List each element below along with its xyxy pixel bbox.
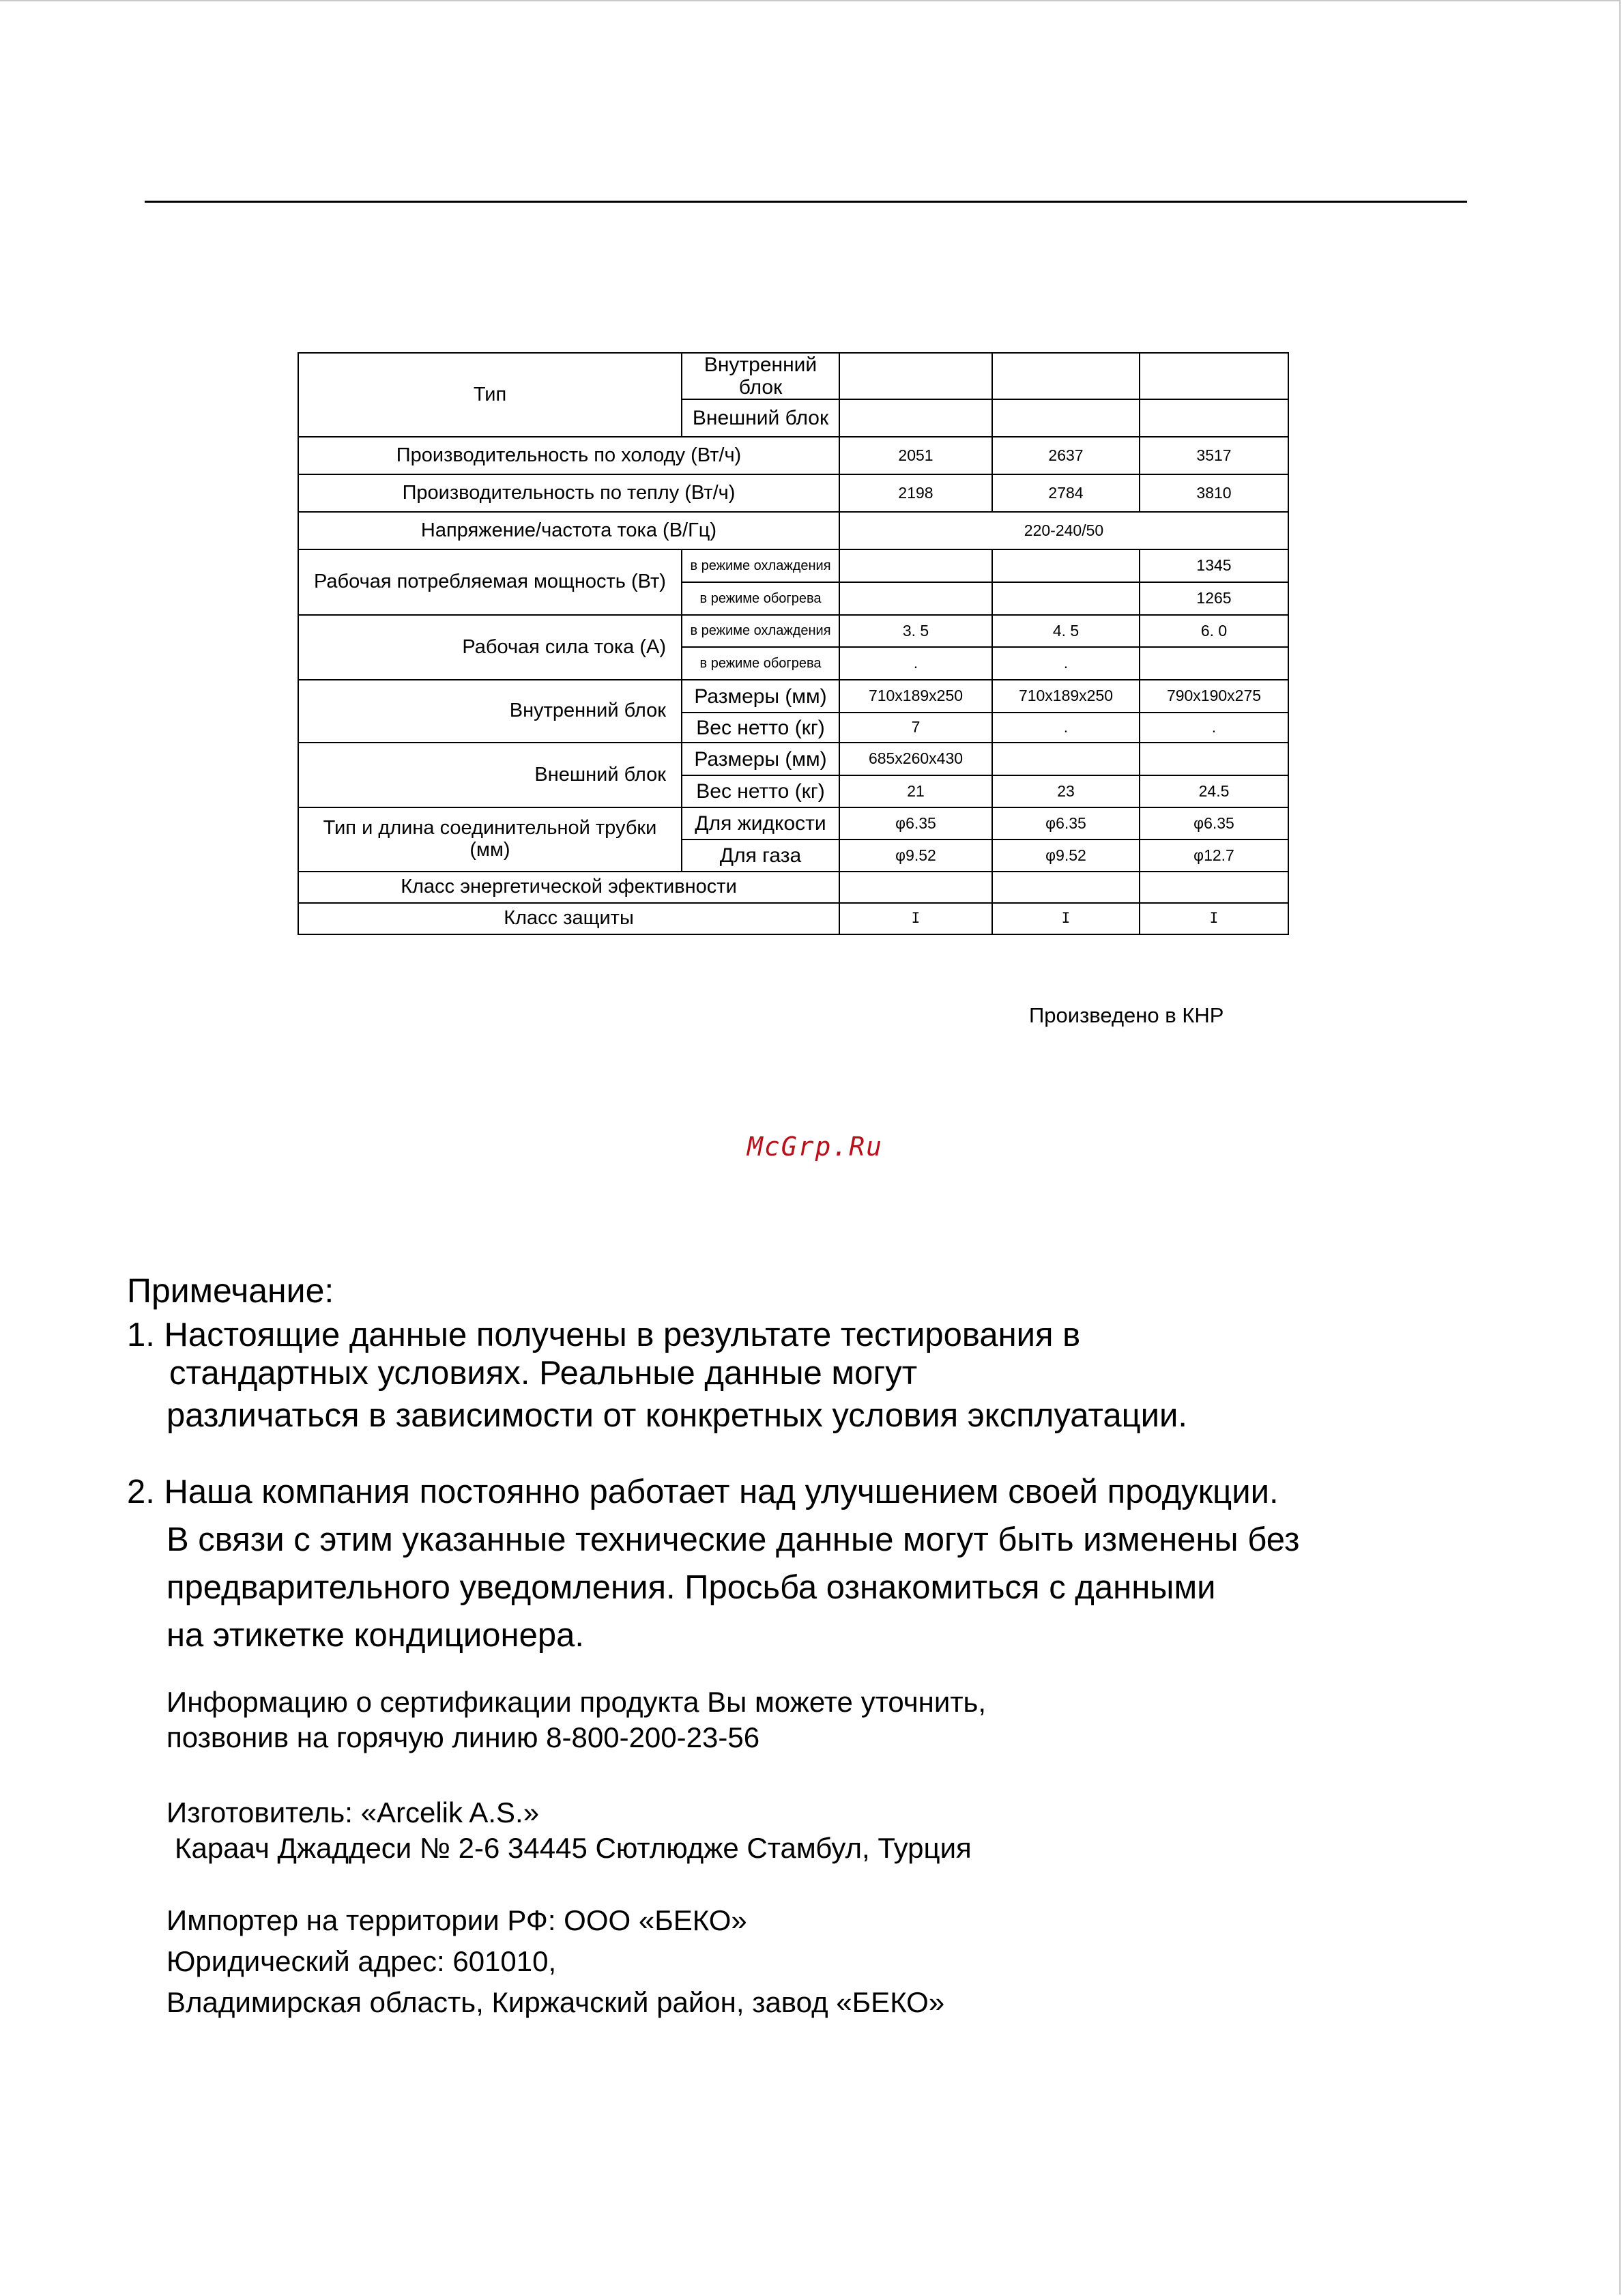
pipe-label-line2: (мм) — [469, 839, 510, 861]
type-label: Тип — [298, 353, 682, 437]
protection-class-value: I — [839, 903, 992, 934]
current-label: Рабочая сила тока (А) — [298, 615, 682, 680]
protection-class-value: I — [1140, 903, 1288, 934]
heating-capacity-value: 2784 — [992, 474, 1140, 512]
note2-line: на этикетке кондиционера. — [166, 1617, 584, 1654]
manufacturer-line: Изготовитель: «Arcelik A.S.» — [166, 1796, 540, 1828]
pipe-gas-value: φ12.7 — [1140, 840, 1288, 872]
pipe-liquid-value: φ6.35 — [1140, 807, 1288, 840]
indoor-dims-value: 710x189x250 — [992, 680, 1140, 713]
cooling-capacity-value: 2637 — [992, 437, 1140, 474]
manufacturer-line: Караач Джаддеси № 2-6 34445 Сютлюдже Стамбул, Турция — [175, 1832, 972, 1864]
outdoor-dims-value — [992, 743, 1140, 775]
outdoor-block-label: Внешний блок — [298, 743, 682, 807]
table-row — [298, 474, 1288, 512]
energy-class-label: Класс энергетической эфективности — [298, 872, 839, 903]
certification-line: Информацию о сертификации продукта Вы можете уточнить, — [166, 1686, 987, 1718]
pipe-liquid-value: φ6.35 — [839, 807, 992, 840]
pipe-liquid-label: Для жидкости — [682, 807, 839, 840]
energy-class-value — [1140, 872, 1288, 903]
outdoor-dims-value — [1140, 743, 1288, 775]
note1-line: 1. Настоящие данные получены в результате тестирования в — [127, 1317, 1081, 1353]
pipe-gas-label: Для газа — [682, 840, 839, 872]
heating-capacity-value: 2198 — [839, 474, 992, 512]
current-heating-label: в режиме обогрева — [682, 647, 839, 680]
pipe-gas-value: φ9.52 — [839, 840, 992, 872]
note2-line: предварительного уведомления. Просьба ознакомиться с данными — [166, 1569, 1216, 1606]
table-row — [298, 743, 1288, 775]
table-row — [298, 680, 1288, 713]
outdoor-weight-value: 21 — [839, 775, 992, 807]
indoor-weight-value: 7 — [839, 713, 992, 743]
importer-line: Владимирская область, Киржачский район, завод «БЕКО» — [166, 1986, 945, 2018]
cooling-capacity-value: 3517 — [1140, 437, 1288, 474]
watermark: McGrp.Ru — [747, 1132, 884, 1162]
outdoor-weight-label: Вес нетто (кг) — [682, 775, 839, 807]
protection-class-value: I — [992, 903, 1140, 934]
power-cooling-value — [992, 549, 1140, 582]
energy-class-value — [992, 872, 1140, 903]
protection-class-label: Класс защиты — [298, 903, 839, 934]
cell — [1140, 399, 1288, 437]
certification-line: позвонив на горячую линию 8-800-200-23-56 — [166, 1721, 760, 1753]
indoor-unit-label: Внутренний блок — [682, 353, 839, 399]
power-heating-value: 1265 — [1140, 582, 1288, 615]
outdoor-weight-value: 23 — [992, 775, 1140, 807]
cell — [992, 353, 1140, 399]
energy-class-value — [839, 872, 992, 903]
cooling-capacity-value: 2051 — [839, 437, 992, 474]
top-rule — [145, 201, 1467, 203]
pipe-label-line1: Тип и длина соединительной трубки — [323, 817, 657, 840]
indoor-weight-label: Вес нетто (кг) — [682, 713, 839, 743]
pipe-gas-value: φ9.52 — [992, 840, 1140, 872]
indoor-block-label: Внутренний блок — [298, 680, 682, 743]
power-cooling-value: 1345 — [1140, 549, 1288, 582]
heating-capacity-value: 3810 — [1140, 474, 1288, 512]
power-heating-value — [839, 582, 992, 615]
indoor-dims-value: 710x189x250 — [839, 680, 992, 713]
table-row — [298, 353, 1288, 399]
indoor-weight-value: . — [992, 713, 1140, 743]
table-row — [298, 615, 1288, 647]
voltage-label: Напряжение/частота тока (В/Гц) — [298, 512, 839, 549]
made-in-text: Произведено в КНР — [1029, 1003, 1224, 1027]
notes-title: Примечание: — [127, 1272, 334, 1310]
cell — [839, 353, 992, 399]
current-heating-value: . — [992, 647, 1140, 680]
current-heating-value — [1140, 647, 1288, 680]
note1-line: различаться в зависимости от конкретных условия эксплуатации. — [166, 1397, 1188, 1434]
importer-line: Импортер на территории РФ: ООО «БЕКО» — [166, 1904, 747, 1936]
current-cooling-label: в режиме охлаждения — [682, 615, 839, 647]
cell — [839, 399, 992, 437]
current-heating-value: . — [839, 647, 992, 680]
table-row — [298, 903, 1288, 934]
indoor-dims-label: Размеры (мм) — [682, 680, 839, 713]
indoor-dims-value: 790x190x275 — [1140, 680, 1288, 713]
power-heating-label: в режиме обогрева — [682, 582, 839, 615]
note2-line: В связи с этим указанные технические данные могут быть изменены без — [166, 1521, 1300, 1558]
table-row — [298, 512, 1288, 549]
table-row — [298, 807, 1288, 840]
cooling-capacity-label: Производительность по холоду (Вт/ч) — [298, 437, 839, 474]
importer-line: Юридический адрес: 601010, — [166, 1945, 557, 1977]
table-row — [298, 549, 1288, 582]
current-cooling-value: 6. 0 — [1140, 615, 1288, 647]
current-cooling-value: 4. 5 — [992, 615, 1140, 647]
heating-capacity-label: Производительность по теплу (Вт/ч) — [298, 474, 839, 512]
power-cooling-label: в режиме охлаждения — [682, 549, 839, 582]
table-row — [298, 872, 1288, 903]
indoor-weight-value: . — [1140, 713, 1288, 743]
outdoor-weight-value: 24.5 — [1140, 775, 1288, 807]
outdoor-dims-value: 685x260x430 — [839, 743, 992, 775]
note1-line: стандартных условиях. Реальные данные могут — [169, 1355, 918, 1392]
current-cooling-value: 3. 5 — [839, 615, 992, 647]
voltage-value: 220-240/50 — [839, 512, 1288, 549]
pipe-liquid-value: φ6.35 — [992, 807, 1140, 840]
power-cooling-value — [839, 549, 992, 582]
table-row — [298, 437, 1288, 474]
power-label: Рабочая потребляемая мощность (Вт) — [298, 549, 682, 615]
specification-table — [298, 352, 1289, 935]
cell — [1140, 353, 1288, 399]
outdoor-unit-label: Внешний блок — [682, 399, 839, 437]
pipe-label — [298, 807, 682, 872]
cell — [992, 399, 1140, 437]
outdoor-dims-label: Размеры (мм) — [682, 743, 839, 775]
power-heating-value — [992, 582, 1140, 615]
note2-line: 2. Наша компания постоянно работает над улучшением своей продукции. — [127, 1474, 1279, 1510]
